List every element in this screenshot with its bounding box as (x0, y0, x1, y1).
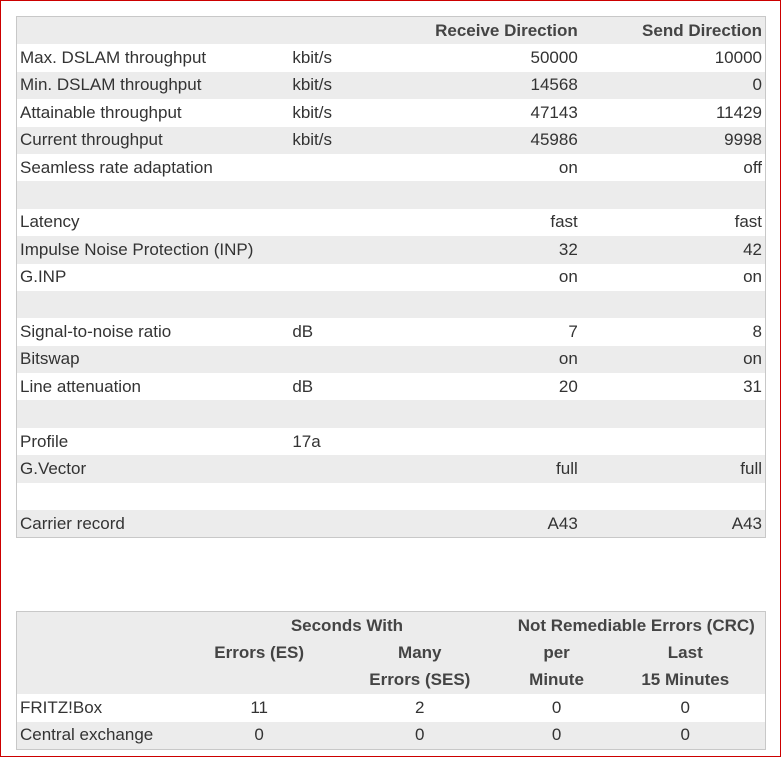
row-send-value: 42 (581, 236, 766, 263)
dsl-row (17, 264, 766, 291)
row-receive-value: full (391, 455, 581, 482)
row-receive-value: 14568 (391, 72, 581, 99)
row-label: Latency (20, 212, 80, 232)
row-receive-value: 20 (558, 376, 578, 396)
row-receive-value: fast (550, 212, 578, 232)
error-header-row-2 (17, 639, 766, 666)
dsl-spacer-row (17, 291, 766, 318)
header-empty-label (17, 17, 290, 45)
dsl-row (17, 346, 766, 373)
dsl-row (17, 209, 766, 236)
error-row-ses: 0 (332, 722, 508, 750)
row-send-value: A43 (581, 510, 766, 538)
row-receive-value: 45986 (391, 127, 581, 154)
row-receive-value: on (391, 346, 581, 373)
row-unit (289, 346, 391, 373)
error-row-crc-per-minute: 0 (551, 697, 562, 717)
error-row-es: 0 (186, 722, 332, 750)
header-last-line2: 15 Minutes (606, 667, 766, 694)
row-label: Profile (20, 431, 69, 451)
row-label: Max. DSLAM throughput (20, 48, 207, 68)
error-header-empty (17, 612, 187, 640)
row-send-value (581, 181, 766, 208)
header-send-direction: Send Direction (581, 17, 766, 45)
error-row-label: FRITZ!Box (20, 697, 103, 717)
row-label: Line attenuation (20, 376, 141, 396)
row-send-value: 0 (581, 72, 766, 99)
row-send-value (581, 483, 766, 510)
row-unit: kbit/s (292, 48, 332, 68)
row-unit (289, 510, 391, 538)
row-label: Current throughput (17, 127, 290, 154)
row-send-value: on (743, 267, 762, 287)
dsl-row (17, 455, 766, 482)
row-label (17, 181, 290, 208)
row-receive-value (391, 428, 581, 455)
row-label: G.INP (20, 267, 67, 287)
row-unit: dB (292, 376, 314, 396)
dsl-row (17, 154, 766, 181)
row-send-value (581, 428, 766, 455)
error-row-ses: 2 (415, 697, 425, 717)
dsl-row (17, 44, 766, 71)
row-receive-value: 50000 (530, 48, 578, 68)
error-row-crc-last-15: 0 (680, 697, 690, 717)
dsl-row (17, 72, 766, 99)
header-crc: Not Remediable Errors (CRC) (508, 612, 766, 640)
dsl-row (17, 99, 766, 126)
row-unit: 17a (292, 431, 321, 451)
row-unit: dB (292, 321, 314, 341)
header-ses-line1: Many (332, 639, 508, 666)
dsl-row (17, 318, 766, 345)
row-unit (289, 400, 391, 427)
row-label: Attainable throughput (20, 102, 182, 122)
error-header-row-1 (17, 612, 766, 640)
error-header-row-3 (17, 667, 766, 694)
row-receive-value (391, 400, 581, 427)
row-unit (289, 455, 391, 482)
row-unit (289, 291, 391, 318)
header-ses-line2: Errors (SES) (332, 667, 508, 694)
row-receive-value: 7 (568, 321, 578, 341)
row-receive-value: 47143 (530, 102, 578, 122)
dsl-row (17, 127, 766, 154)
row-send-value: 31 (743, 376, 762, 396)
row-label: Carrier record (17, 510, 290, 538)
row-unit: kbit/s (289, 72, 391, 99)
row-label: Min. DSLAM throughput (17, 72, 290, 99)
row-send-value: 9998 (581, 127, 766, 154)
row-label: Bitswap (17, 346, 290, 373)
row-label: Impulse Noise Protection (INP) (17, 236, 290, 263)
row-receive-value (391, 291, 581, 318)
error-row (17, 722, 766, 750)
row-receive-value: on (558, 267, 578, 287)
header-receive-direction: Receive Direction (391, 17, 581, 45)
error-row-crc-per-minute: 0 (508, 722, 606, 750)
row-unit: kbit/s (292, 102, 332, 122)
header-per-line2: Minute (508, 667, 606, 694)
header-last-line1: Last (606, 639, 766, 666)
dsl-spacer-row (17, 483, 766, 510)
dsl-row (17, 236, 766, 263)
row-unit (289, 154, 391, 181)
dsl-info-table (16, 16, 766, 538)
header-seconds-with: Seconds With (186, 612, 507, 640)
row-send-value: 11429 (715, 102, 762, 122)
row-receive-value (391, 181, 581, 208)
dsl-spacer-row (17, 400, 766, 427)
header-empty-unit (289, 17, 391, 45)
row-unit: kbit/s (289, 127, 391, 154)
row-send-value: off (743, 157, 762, 177)
error-header-empty-3 (17, 667, 187, 694)
row-unit (289, 264, 391, 291)
dsl-row (17, 510, 766, 538)
row-unit (289, 181, 391, 208)
error-row-label: Central exchange (17, 722, 187, 750)
row-receive-value: A43 (391, 510, 581, 538)
row-send-value (581, 400, 766, 427)
dsl-row (17, 428, 766, 455)
row-label (17, 291, 290, 318)
row-receive-value: 32 (391, 236, 581, 263)
error-row-es: 11 (250, 697, 268, 717)
row-receive-value: on (558, 157, 578, 177)
dsl-table-header (17, 17, 766, 45)
row-send-value: fast (734, 212, 762, 232)
error-row-crc-last-15: 0 (606, 722, 766, 750)
row-send-value: 8 (752, 321, 762, 341)
row-send-value (581, 291, 766, 318)
row-unit (289, 209, 391, 236)
row-send-value: 10000 (714, 48, 762, 68)
row-label: Seamless rate adaptation (20, 157, 213, 177)
row-label (17, 483, 290, 510)
row-label: G.Vector (17, 455, 290, 482)
error-stats-table (16, 611, 766, 750)
dsl-spacer-row (17, 181, 766, 208)
row-label: Signal-to-noise ratio (20, 321, 172, 341)
dsl-row (17, 373, 766, 400)
row-label (17, 400, 290, 427)
error-header-empty-4 (186, 667, 332, 694)
row-unit (289, 236, 391, 263)
header-es: Errors (ES) (186, 639, 332, 666)
row-receive-value (391, 483, 581, 510)
row-send-value: full (581, 455, 766, 482)
header-per-line1: per (508, 639, 606, 666)
row-unit (289, 483, 391, 510)
row-send-value: on (581, 346, 766, 373)
error-header-empty-2 (17, 639, 187, 666)
error-row (17, 694, 766, 721)
